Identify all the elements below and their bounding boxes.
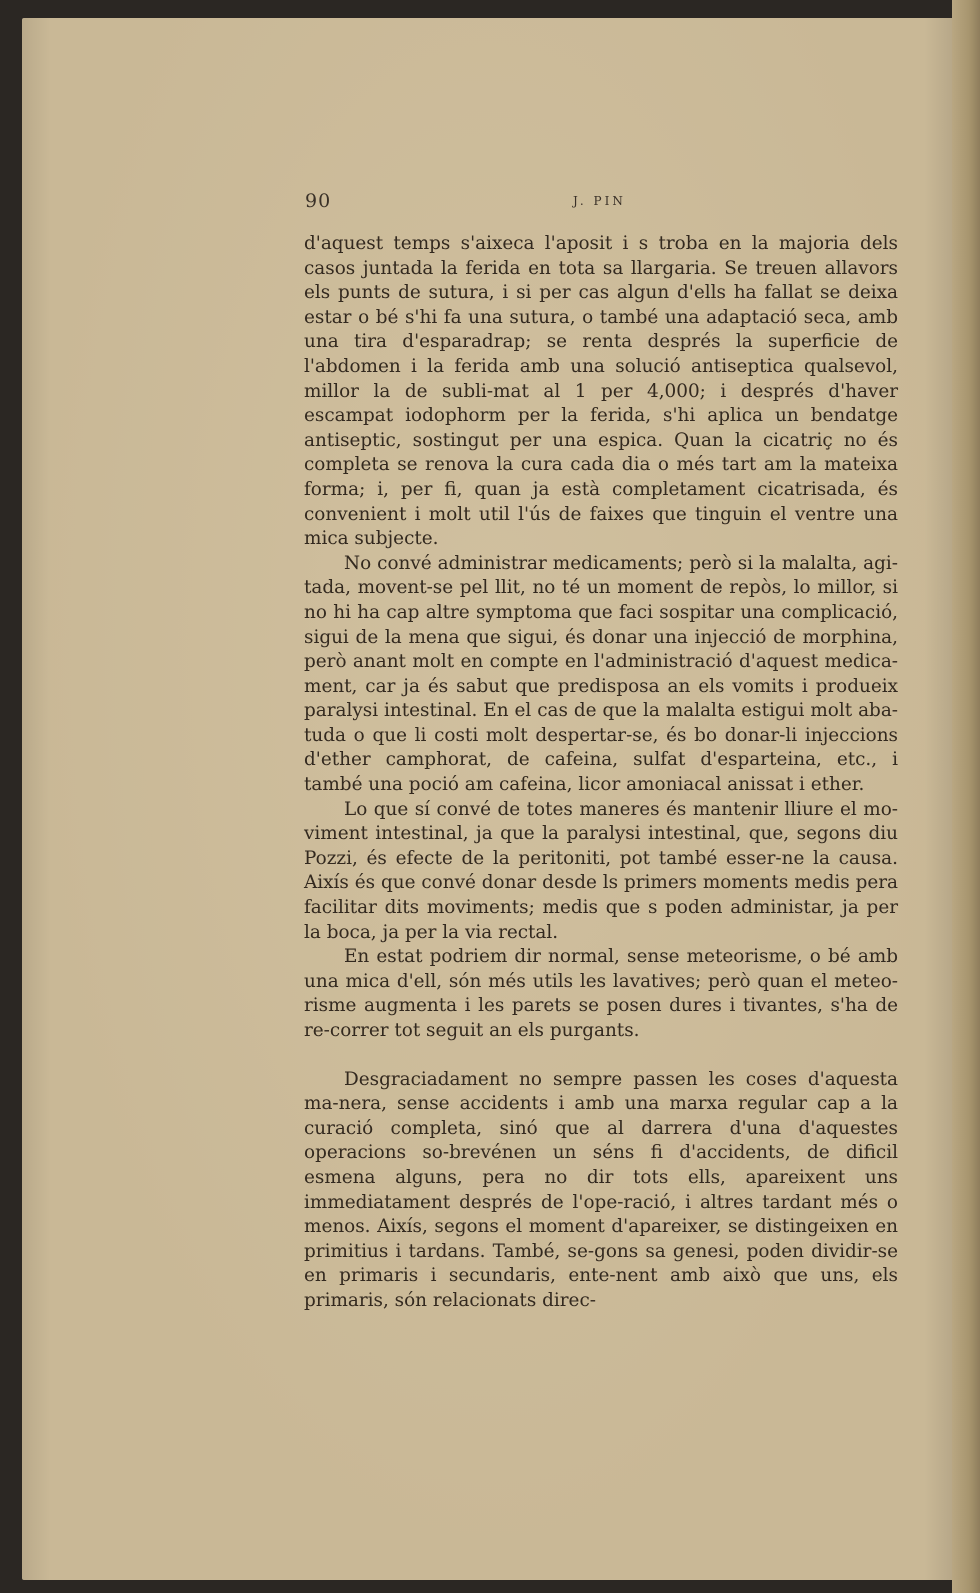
page-edge <box>952 0 980 1593</box>
running-head <box>305 190 895 220</box>
running-title: J. PIN <box>573 194 626 208</box>
paragraph: En estat podriem dir normal, sense meteorisme, o bé amb una mica d'ell, són més utils les lavatives; però quan el meteo-risme augmenta i les parets se posen dures i tivantes, s'ha de re-correr tot seguit an els purgants. <box>304 946 898 1041</box>
paragraph: Lo que sí convé de totes maneres és mantenir lliure el mo-viment intestinal, ja que la paralysi intestinal, que, segons diu Pozzi, és efecte de la peritoniti, pot també esser-ne la causa. Aixís és que convé donar desde ls primers moments medis pera facilitar dits moviments; medis que s poden administar, ja per la boca, ja per la via rectal. <box>304 798 898 943</box>
page-number: 90 <box>305 190 332 212</box>
body-text <box>304 232 898 1314</box>
paragraph: d'aquest temps s'aixeca l'aposit i s troba en la majoria dels casos juntada la ferida en tota sa llargaria. Se treuen allavors els punts de sutura, i si per cas algun d'ells ha fallat se deixa estar o bé s'hi fa una sutura, o també una adaptació seca, amb una tira d'esparadrap; se renta després la superficie de l'abdomen i la ferida amb una solució antiseptica qualsevol, millor la de subli-mat al 1 per 4,000; i després d'haver escampat iodophorm per la ferida, s'hi aplica un bendatge antiseptic, sostingut per una espica. Quan la cicatriç no és completa se renova la cura cada dia o més tart am la mateixa forma; i, per fi, quan ja està completament cicatrisada, és convenient i molt util l'ús de faixes que tinguin el ventre una mica subjecte. <box>304 233 898 550</box>
paragraph: No convé administrar medicaments; però si la malalta, agi-tada, movent-se pel llit, no té un moment de repòs, lo millor, si no hi ha cap altre symptoma que faci sospitar una complicació, sigui de la mena que sigui, és donar una injecció de morphina, però anant molt en compte en l'administració d'aquest medica-ment, car ja és sabut que predisposa an els vomits i produeix paralysi intestinal. En el cas de que la malalta estigui molt aba-tuda o que li costi molt despertar-se, és bo donar-li injeccions d'ether camphorat, de cafeina, sulfat d'esparteina, etc., i també una poció am cafeina, licor amoniacal anissat i ether. <box>304 552 898 796</box>
section-break <box>304 1044 898 1068</box>
paragraph: Desgraciadament no sempre passen les coses d'aquesta ma-nera, sense accidents i amb una marxa regular cap a la curació completa, sinó que al darrera d'una d'aquestes operacions so-brevénen un séns fi d'accidents, de dificil esmena alguns, pera no dir tots ells, apareixent uns immediatament després de l'ope-ració, i altres tardant més o menos. Aixís, segons el moment d'apareixer, se distingeixen en primitius i tardans. També, se-gons sa genesi, poden dividir-se en primaris i secundaris, ente-nent amb això que uns, els primaris, són relacionats direc- <box>304 1068 898 1311</box>
